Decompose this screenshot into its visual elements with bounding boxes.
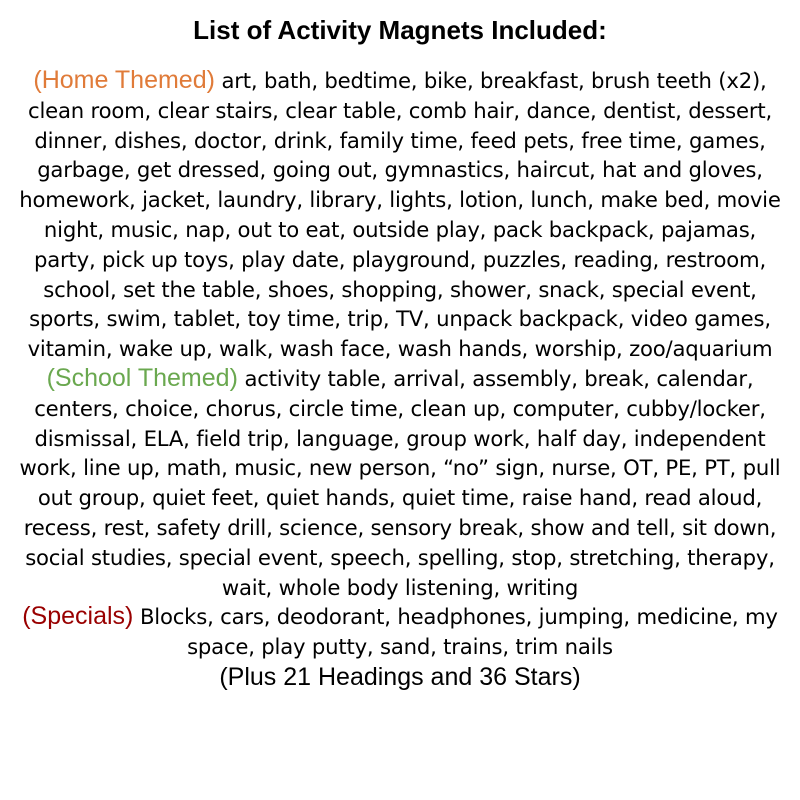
school-themed-heading: (School Themed) (46, 363, 238, 392)
home-themed-items: art, bath, bedtime, bike, breakfast, brush teeth (x2), clean room, clear stairs, clear table, comb hair, dance, dentist, dessert, dinner, dishes, doctor, drink, family time, feed pets, free time, games, garbage, get dressed, going out, gymnastics, haircut, hat and gloves, homework, jacket, laundry, library, lights, lotion, lunch, make bed, movie night, music, nap, out to eat, outside play, pack backpack, pajamas, party, pick up toys, play date, playground, puzzles, reading, restroom, school, set the table, shoes, shopping, shower, snack, special event, sports, swim, tablet, toy time, trip, TV, unpack backpack, video games, vitamin, wake up, walk, wash face, wash hands, worship, zoo/aquarium (19, 68, 781, 362)
home-themed-heading: (Home Themed) (33, 66, 215, 94)
specials-section (14, 602, 786, 662)
specials-heading: (Specials) (22, 602, 134, 631)
footer-note: (Plus 21 Headings and 36 Stars) (219, 662, 581, 691)
home-themed-section (14, 66, 786, 364)
list-title: List of Activity Magnets Included: (193, 15, 607, 45)
school-themed-section (14, 364, 786, 602)
school-themed-items: activity table, arrival, assembly, break, calendar, centers, choice, chorus, circle time, clean up, computer, cubby/locker, dismissal, ELA, field trip, language, group work, half day, independent work, line up, math, music, new person, “no” sign, nurse, OT, PE, PT, pull out group, quiet feet, quiet hands, quiet time, raise hand, read aloud, recess, rest, safety drill, science, sensory break, show and tell, sit down, social studies, special event, speech, spelling, stop, stretching, therapy, wait, whole body listening, writing (19, 365, 781, 600)
specials-items: Blocks, cars, deodorant, headphones, jumping, medicine, my space, play putty, sand, trains, trim nails (139, 604, 778, 660)
